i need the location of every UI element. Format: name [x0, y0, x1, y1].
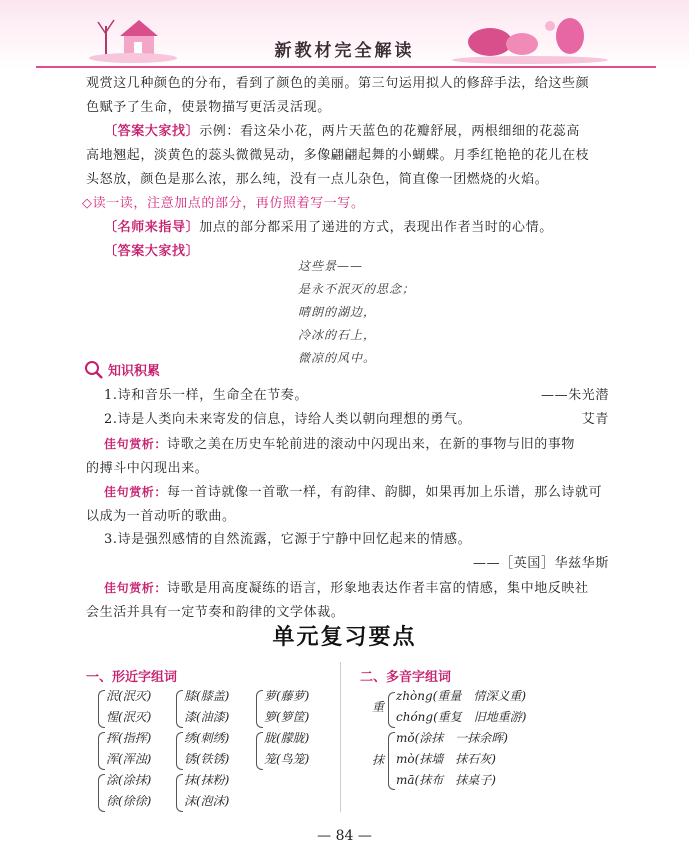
book-title: 新教材完全解读 [274, 41, 415, 61]
text-line: 的搏斗中闪现出来。 [86, 461, 209, 476]
text-block [86, 72, 626, 120]
text-line: 〔答案大家找〕示例：看这朵小花，两片天蓝色的花瓣舒展，两根细细的花蕊高 [104, 124, 581, 139]
answer-block [86, 120, 626, 192]
poem-line: 微凉的风中。 [298, 351, 377, 365]
polyphone-char: 重 [372, 700, 385, 714]
brace [176, 732, 183, 770]
poem [298, 255, 498, 370]
brace [256, 690, 263, 728]
text-line: 会生活并具有一定节奏和韵律的文学体裁。 [86, 605, 345, 620]
polyphone-char: 抹 [372, 753, 385, 767]
polyphone-list: zhòng(重量 情深义重) chóng(重复 旧地重游) [396, 689, 527, 724]
brace [98, 690, 105, 728]
section-title: 二、多音字组词 [360, 670, 452, 685]
answer-tag: 〔答案大家找〕 [104, 244, 200, 259]
poem-line: 这些景—— [298, 259, 364, 273]
header-divider [36, 66, 656, 68]
brace [256, 732, 263, 770]
poem-line: 冷冰的石上， [298, 328, 377, 342]
column-divider [340, 662, 341, 812]
text-line: 头怒放，颜色是那么浓，那么纯，没有一点儿杂色，简直像一团燃烧的火焰。 [86, 172, 549, 187]
brace [98, 774, 105, 812]
note-2 [86, 480, 626, 529]
teacher-guide: 〔名师来指导〕加点的部分都采用了递进的方式，表现出作者当时的心情。 [104, 220, 553, 235]
text-line: 佳句赏析：诗歌之美在历史车轮前进的滚动中闪现出来，在新的事物与旧的事物 [104, 437, 576, 452]
word-list: 萝(藤萝) 箩(箩筐) 胧(朦胧) 笼(鸟笼) [264, 689, 310, 766]
quote-2: 2.诗是人类向未来寄发的信息，诗给人类以朝向理想的勇气。 艾青 [104, 412, 609, 427]
section-title: 一、形近字组词 [86, 670, 178, 685]
brace [388, 732, 395, 790]
text-line: 佳句赏析：每一首诗就像一首歌一样，有韵律、韵脚，如果再加上乐谱，那么诗就可 [104, 485, 603, 500]
poem-line: 晴朗的湖边， [298, 305, 377, 319]
answer-tag: 〔答案大家找〕 [104, 124, 200, 139]
polyphone-list: mǒ(涂抹 一抹余晖) mò(抹墙 抹石灰) mā(抹布 抹桌子) [396, 731, 508, 787]
brace [176, 774, 183, 812]
text-line: 观赏这几种颜色的分布，看到了颜色的美丽。第三句运用拟人的修辞手法，给这些颜 [86, 76, 590, 91]
brace [176, 690, 183, 728]
note-3 [86, 576, 626, 625]
poem-line: 是永不泯灭的思念； [298, 282, 416, 296]
text-line: 佳句赏析：诗歌是用高度凝练的语言，形象地表达作者丰富的情感，集中地反映社 [104, 581, 589, 596]
read-instruction: ◇读一读，注意加点的部分，再仿照着写一写。 [82, 196, 365, 211]
magnifier-icon [84, 360, 104, 380]
unit-title: 单元复习要点 [272, 625, 417, 650]
quote-3: 3.诗是强烈感情的自然流露，它源于宁静中回忆起来的情感。 ——［英国］华兹华斯 [104, 532, 609, 571]
brace [98, 732, 105, 770]
brace [388, 692, 395, 728]
word-list: 膝(膝盖) 漆(油漆) 绣(刺绣) 锈(铁锈) 抹(抹粉) 沫(泡沫) [184, 689, 230, 808]
section-title: 知识积累 [108, 364, 161, 379]
text-line: 以成为一首动听的歌曲。 [86, 509, 236, 524]
word-list: 泯(泯灭) 惺(泯灭) 挥(指挥) 浑(浑浊) 涂(涂抹) 徐(徐徐) [106, 689, 152, 808]
quote-1: 1.诗和音乐一样，生命全在节奏。 ——朱光潜 [104, 388, 609, 403]
text-line: 色赋予了生命，使景物描写更活灵活现。 [86, 100, 331, 115]
note-1 [86, 432, 626, 481]
text-line: 高地翘起，淡黄色的蕊头微微晃动，多像翩翩起舞的小蝴蝶。月季红艳艳的花儿在枝 [86, 148, 590, 163]
page-number: — 84 — [317, 828, 372, 844]
